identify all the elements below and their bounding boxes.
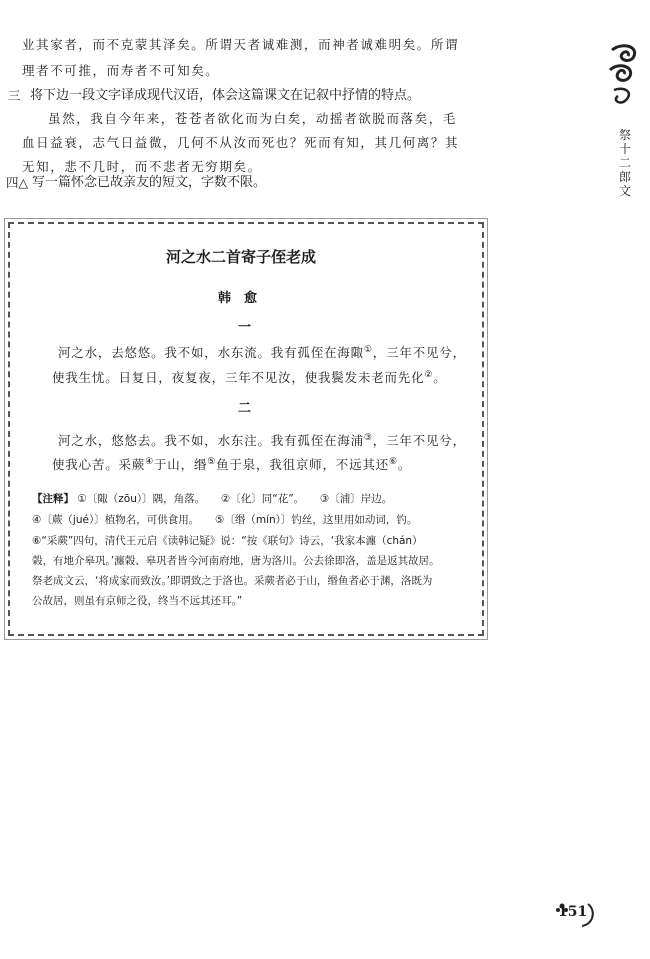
poem-title: 河之水二首寄子侄老成 bbox=[166, 248, 317, 266]
quote-line-2: 血日益衰，志气日益微，几何不从汝而死也？死而有知，其几何离？其 bbox=[22, 135, 460, 150]
notes-line-3: ⑥“采蕨”四句，清代王元启《读韩记疑》说：“按《联句》诗云，‘我家本瀍（chán） bbox=[32, 535, 423, 547]
side-chapter-title: 祭十二郎文 bbox=[618, 128, 631, 198]
quote-line-3: 无知，悲不几时，而不悲者无穷期矣。 bbox=[22, 159, 262, 174]
poem2-line-1: 河之水，悠悠去。我不如，水东注。我有孤侄在海浦③，三年不见兮， bbox=[58, 433, 466, 449]
exercise-four-text: 写一篇怀念已故亲友的短文，字数不限。 bbox=[32, 175, 267, 190]
poem1-line-1: 河之水，去悠悠。我不如，水东流。我有孤侄在海陬①，三年不见兮， bbox=[58, 345, 466, 361]
scroll-ornament-icon bbox=[604, 40, 644, 110]
notes-line-2: ④〔蕨（jué）〕植物名，可供食用。 ⑤〔缗（mín）〕钓丝，这里用如动词，钓。 bbox=[32, 514, 418, 526]
exercise-three-label: 三 bbox=[8, 88, 21, 103]
notes-label: 【注释】 bbox=[32, 493, 74, 505]
poem1-line-2: 使我生忧。日复日，夜复夜，三年不见汝，使我鬓发未老而先化②。 bbox=[52, 370, 447, 386]
poem2-line-2: 使我心苦。采蕨④于山，缗⑤鱼于泉，我徂京师，不远其还⑥。 bbox=[52, 457, 412, 473]
notes-line-5: 祭老成文云，‘将成家而致汝。’即谓致之于洛也。采蕨者必于山，缗鱼者必于渊，洛既为 bbox=[32, 575, 433, 587]
top-line-1: 业其家者，而不克蒙其泽矣。所谓天者诚难测，而神者诚难明矣。所谓 bbox=[22, 37, 460, 52]
top-line-2: 理者不可推，而寿者不可知矣。 bbox=[22, 63, 220, 78]
part-one-label: 一 bbox=[238, 320, 252, 335]
notes-line-6: 公故居，则虽有京师之役，终当不远其还耳。” bbox=[32, 595, 243, 607]
exercise-four-label: 四△ bbox=[6, 175, 29, 190]
notes-line-4: 榖，有地介皋巩。’瀍榖、皋巩者皆今河南府地，唐为洛川。公去徐即洛，盖是返其故居。 bbox=[32, 555, 440, 567]
quote-line-1: 虽然，我自今年来，苍苍者欲化而为白矣，动摇者欲脱而落矣，毛 bbox=[48, 111, 457, 126]
poem-author: 韩 愈 bbox=[218, 291, 258, 306]
page-number: 151 bbox=[558, 904, 588, 920]
notes-line-1: 【注释】 ①〔陬（zōu）〕隅，角落。 ②〔化〕同“花”。 ③〔浦〕岸边。 bbox=[32, 493, 393, 505]
exercise-three-text: 将下边一段文字译成现代汉语，体会这篇课文在记叙中抒情的特点。 bbox=[30, 88, 421, 103]
part-two-label: 二 bbox=[238, 401, 252, 416]
